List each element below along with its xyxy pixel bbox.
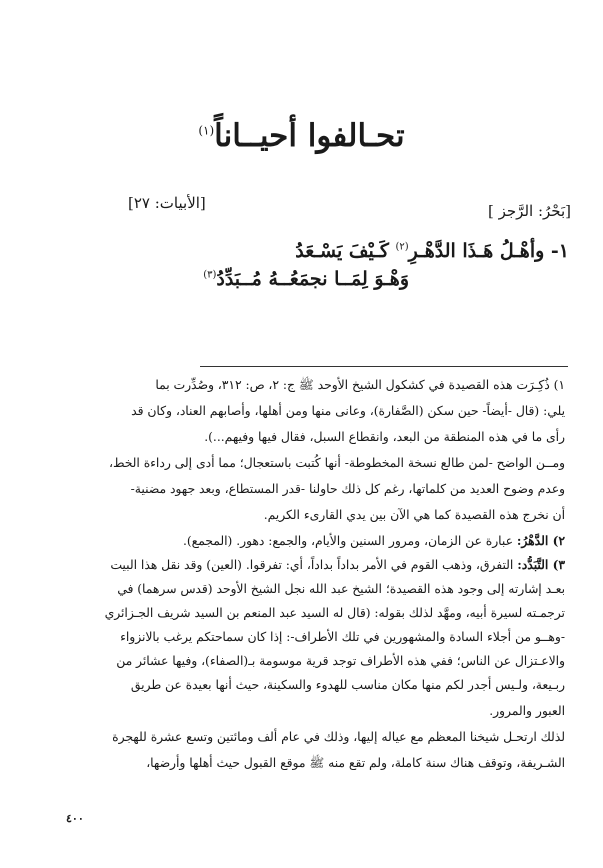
footnote-2 [25, 532, 565, 550]
verses-count: [الأبيات: ٢٧] [128, 194, 206, 212]
footnote-2-text: عبارة عن الزمان، ومرور السنين والأيام، والجمع: دهور. (المجمع). [182, 534, 517, 548]
footnote-1-line: ومــن الواضح -لمن طالع نسخة المخطوطة- أنها كُتبت باستعجال؛ مما أدى إلى رداءة الخط، [109, 456, 565, 470]
verse-footnote-ref-2: (٢) [395, 241, 409, 253]
footnote-separator [200, 366, 568, 367]
footnote-3-line: العبور والمرور. [489, 704, 565, 718]
verse-line-1-start: ١- وأهْـلُ هَـذَا الدَّهْـرِ [408, 240, 569, 262]
poem-title [0, 118, 603, 154]
footnote-3-first-line [25, 556, 565, 574]
footnote-2-term: ٢) الدَّهْرُ: [516, 533, 565, 548]
footnote-3-term: ٣) التَّبَدُّد: [517, 557, 565, 572]
page-number: ٤٠٠ [66, 812, 84, 825]
poem-meter: [بَحْرُ: الرَّجز ] [488, 202, 571, 220]
footnote-1-line: رأى ما في هذه المنطقة من البعد، وانقطاع السبل، فقال فيها وفيهم...). [204, 430, 565, 444]
footnote-3-line: ربـيعة، ولـيس أجدر لكم منها مكان مناسب للهدوء والسكينة، حيث أنها بعيدة عن طريق [130, 678, 565, 692]
verse-line-2 [203, 268, 409, 290]
verse-footnote-ref-3: (٣) [203, 269, 217, 281]
footnote-3-line: ترجمـته لسيرة أبيه، ومهَّد لذلك بقوله: (قال له السيد عبد المنعم بن السيد شريف الجـزائري [104, 606, 565, 620]
footnote-3-line: الشـريفة، وتوقف هناك سنة كاملة، ولم تقع منه ﷺ موقع القبول حيث أهلها وأرضها، [146, 756, 565, 770]
footnote-3-line: -وهــو من أجلاء السادة والمشهورين في تلك الأطراف-: إذا كان سماحتكم يرغب بالانزواء [120, 630, 565, 644]
footnote-1-line: ١) ذُكِـرَت هذه القصيدة في كشكول الشيخ الأوحد ﷺ ج: ٢، ص: ٣١٢، وصُدِّرت بما [155, 378, 565, 392]
verse-line-2-text: وَهْـوَ لِمَــا نجمَعُــهُ مُــبَدِّدُ [216, 268, 409, 290]
title-footnote-ref: (١) [198, 123, 215, 138]
verse-line-1-end: كَـيْفَ يَسْـعَدُ [295, 240, 396, 262]
footnote-3-text: التفرق، وذهب القوم في الأمر بداداً بداداً، أي: تفرقوا. (العين) وقد نقل هذا البيت [110, 558, 518, 572]
footnote-3-line: والاعـتزال عن الناس؛ ففي هذه الأطراف توجد قرية موسومة بـ(الصفاء)، وفيها عشائر من [116, 654, 565, 668]
footnote-3-line: بعـد إشارته إلى وجود هذه القصيدة؛ الشيخ عبد الله نجل الشيخ الأوحد (قدس سرهما) في [117, 582, 565, 596]
verse-line-1 [295, 240, 569, 262]
footnote-1-line: أن نخرج هذه القصيدة كما هي الآن بين يدي القارىء الكريم. [263, 508, 565, 522]
poem-title-text: تحـالفوا أحيــاناً [214, 118, 405, 154]
footnote-1-line: يلي: (قال -أيضاً- حين سكن (الصَّفارة)، وعانى منها ومن أهلها، وأصابهم العناد، وكان قد [131, 404, 565, 418]
footnote-3-line: لذلك ارتحـل شيخنا المعظم مع عياله إليها، وذلك في عام ألف ومائتين وتسع عشرة للهجرة [112, 730, 565, 744]
footnote-1-line: وعدم وضوح العديد من كلماتها، رغم كل ذلك حاولنا -قدر المستطاع، وبعد جهود مضنية- [130, 482, 565, 496]
